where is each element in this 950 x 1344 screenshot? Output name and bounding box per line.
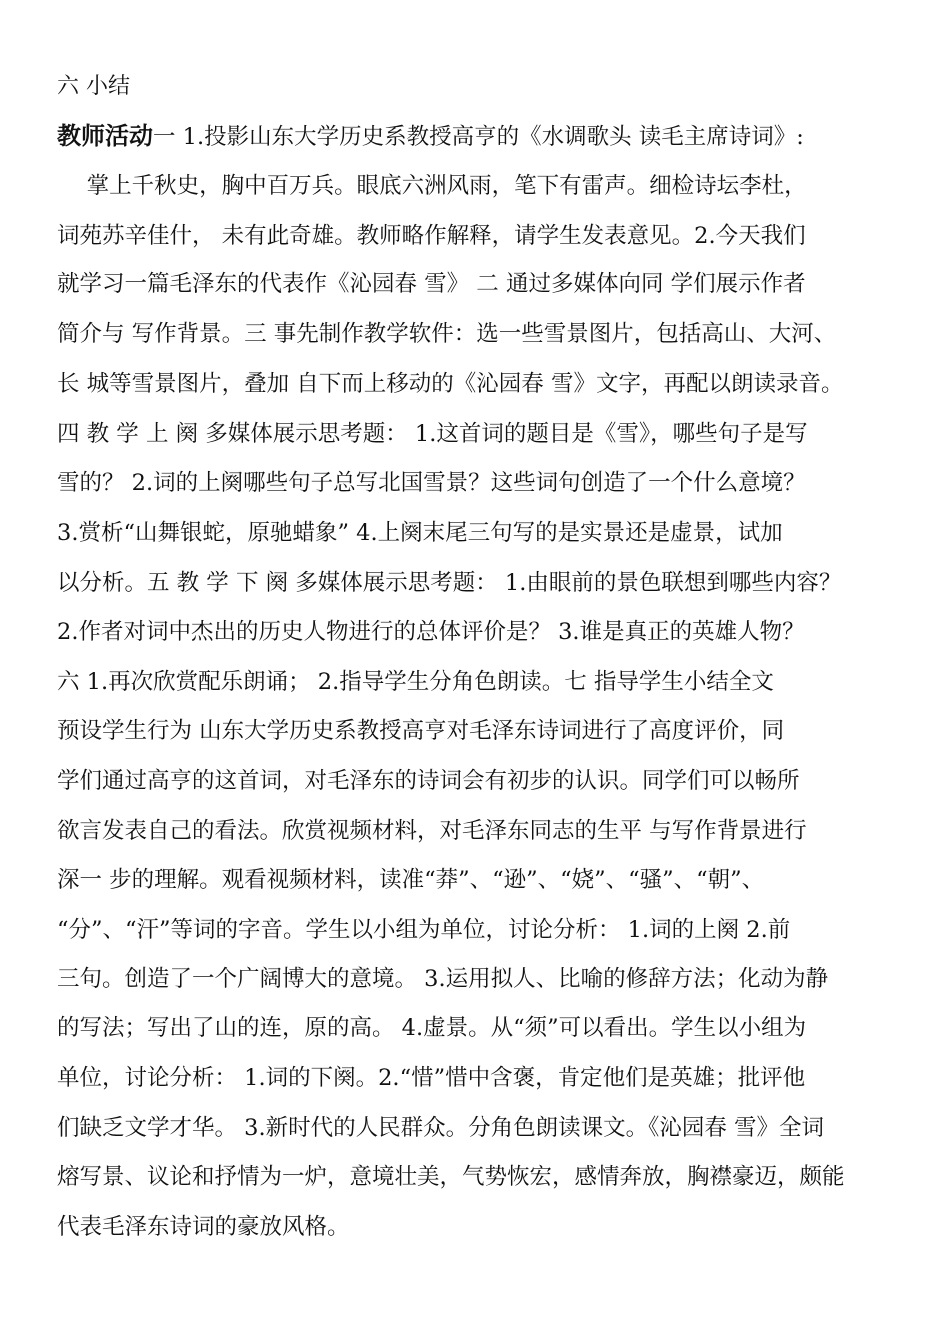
paragraph-line-18: 三句。创造了一个广阔博大的意境。 3.运用拟人、比喻的修辞方法；化动为静 [57, 966, 829, 992]
paragraph-line-6: 长 城等雪景图片，叠加 自下而上移动的《沁园春 雪》文字，再配以朗读录音。 [57, 371, 844, 397]
paragraph-line-15: 欲言发表自己的看法。欣赏视频材料，对毛泽东同志的生平 与写作背景进行 [57, 818, 807, 844]
paragraph-line-21: 们缺乏文学才华。 3.新时代的人民群众。分角色朗读课文。《沁园春 雪》全词 [57, 1115, 825, 1141]
paragraph-line-4: 就学习一篇毛泽东的代表作《沁园春 雪》 二 通过多媒体向同 学们展示作者 [57, 271, 806, 297]
paragraph-line-13: 预设学生行为 山东大学历史系教授高亨对毛泽东诗词进行了高度评价，同 [57, 718, 785, 744]
paragraph-line-1 [57, 120, 804, 153]
paragraph-line-22: 熔写景、议论和抒情为一炉，意境壮美，气势恢宏，感情奔放，胸襟豪迈，颇能 [57, 1164, 845, 1190]
paragraph-line-9: 3.赏析“山舞银蛇，原驰蜡象” 4.上阕末尾三句写的是实景还是虚景，试加 [57, 520, 783, 546]
paragraph-line-11: 2.作者对词中杰出的历史人物进行的总体评价是？ 3.谁是真正的英雄人物？ [57, 619, 805, 645]
paragraph-line-5: 简介与 写作背景。三 事先制作教学软件：选一些雪景图片，包括高山、大河、 [57, 321, 837, 347]
paragraph-line-23: 代表毛泽东诗词的豪放风格。 [57, 1214, 350, 1240]
teacher-activity-label: 教师活动 [57, 122, 153, 150]
paragraph-line-7: 四 教 学 上 阕 多媒体展示思考题： 1.这首词的题目是《雪》，哪些句子是写 [57, 421, 808, 447]
paragraph-line-2: 掌上千秋史，胸中百万兵。眼底六洲风雨，笔下有雷声。细检诗坛李杜， [57, 173, 807, 199]
paragraph-line-20: 单位，讨论分析： 1.词的下阕。2.“惜”惜中含褒，肯定他们是英雄；批评他 [57, 1065, 806, 1091]
line-text: 一 1.投影山东大学历史系教授高亨的《水调歌头 读毛主席诗词》: [153, 124, 804, 150]
paragraph-line-3: 词苑苏辛佳什， 未有此奇雄。教师略作解释，请学生发表意见。2.今天我们 [57, 223, 806, 249]
paragraph-line-12: 六 1.再次欣赏配乐朗诵； 2.指导学生分角色朗读。七 指导学生小结全文 [57, 669, 774, 695]
paragraph-line-16: 深一 步的理解。观看视频材料，读准“莽”、“逊”、“娆”、“骚”、“朝”、 [57, 867, 765, 893]
section-title: 六 小结 [57, 74, 130, 99]
paragraph-line-19: 的写法；写出了山的连，原的高。 4.虚景。从“须”可以看出。学生以小组为 [57, 1015, 807, 1041]
paragraph-line-14: 学们通过高亨的这首词，对毛泽东的诗词会有初步的认识。同学们可以畅所 [57, 768, 800, 794]
paragraph-line-8: 雪的？ 2.词的上阕哪些句子总写北国雪景？这些词句创造了一个什么意境？ [57, 470, 806, 496]
paragraph-line-17: “分”、“汗”等词的字音。学生以小组为单位，讨论分析： 1.词的上阕 2.前 [57, 917, 791, 943]
paragraph-line-10: 以分析。五 教 学 下 阕 多媒体展示思考题： 1.由眼前的景色联想到哪些内容？ [57, 570, 842, 596]
